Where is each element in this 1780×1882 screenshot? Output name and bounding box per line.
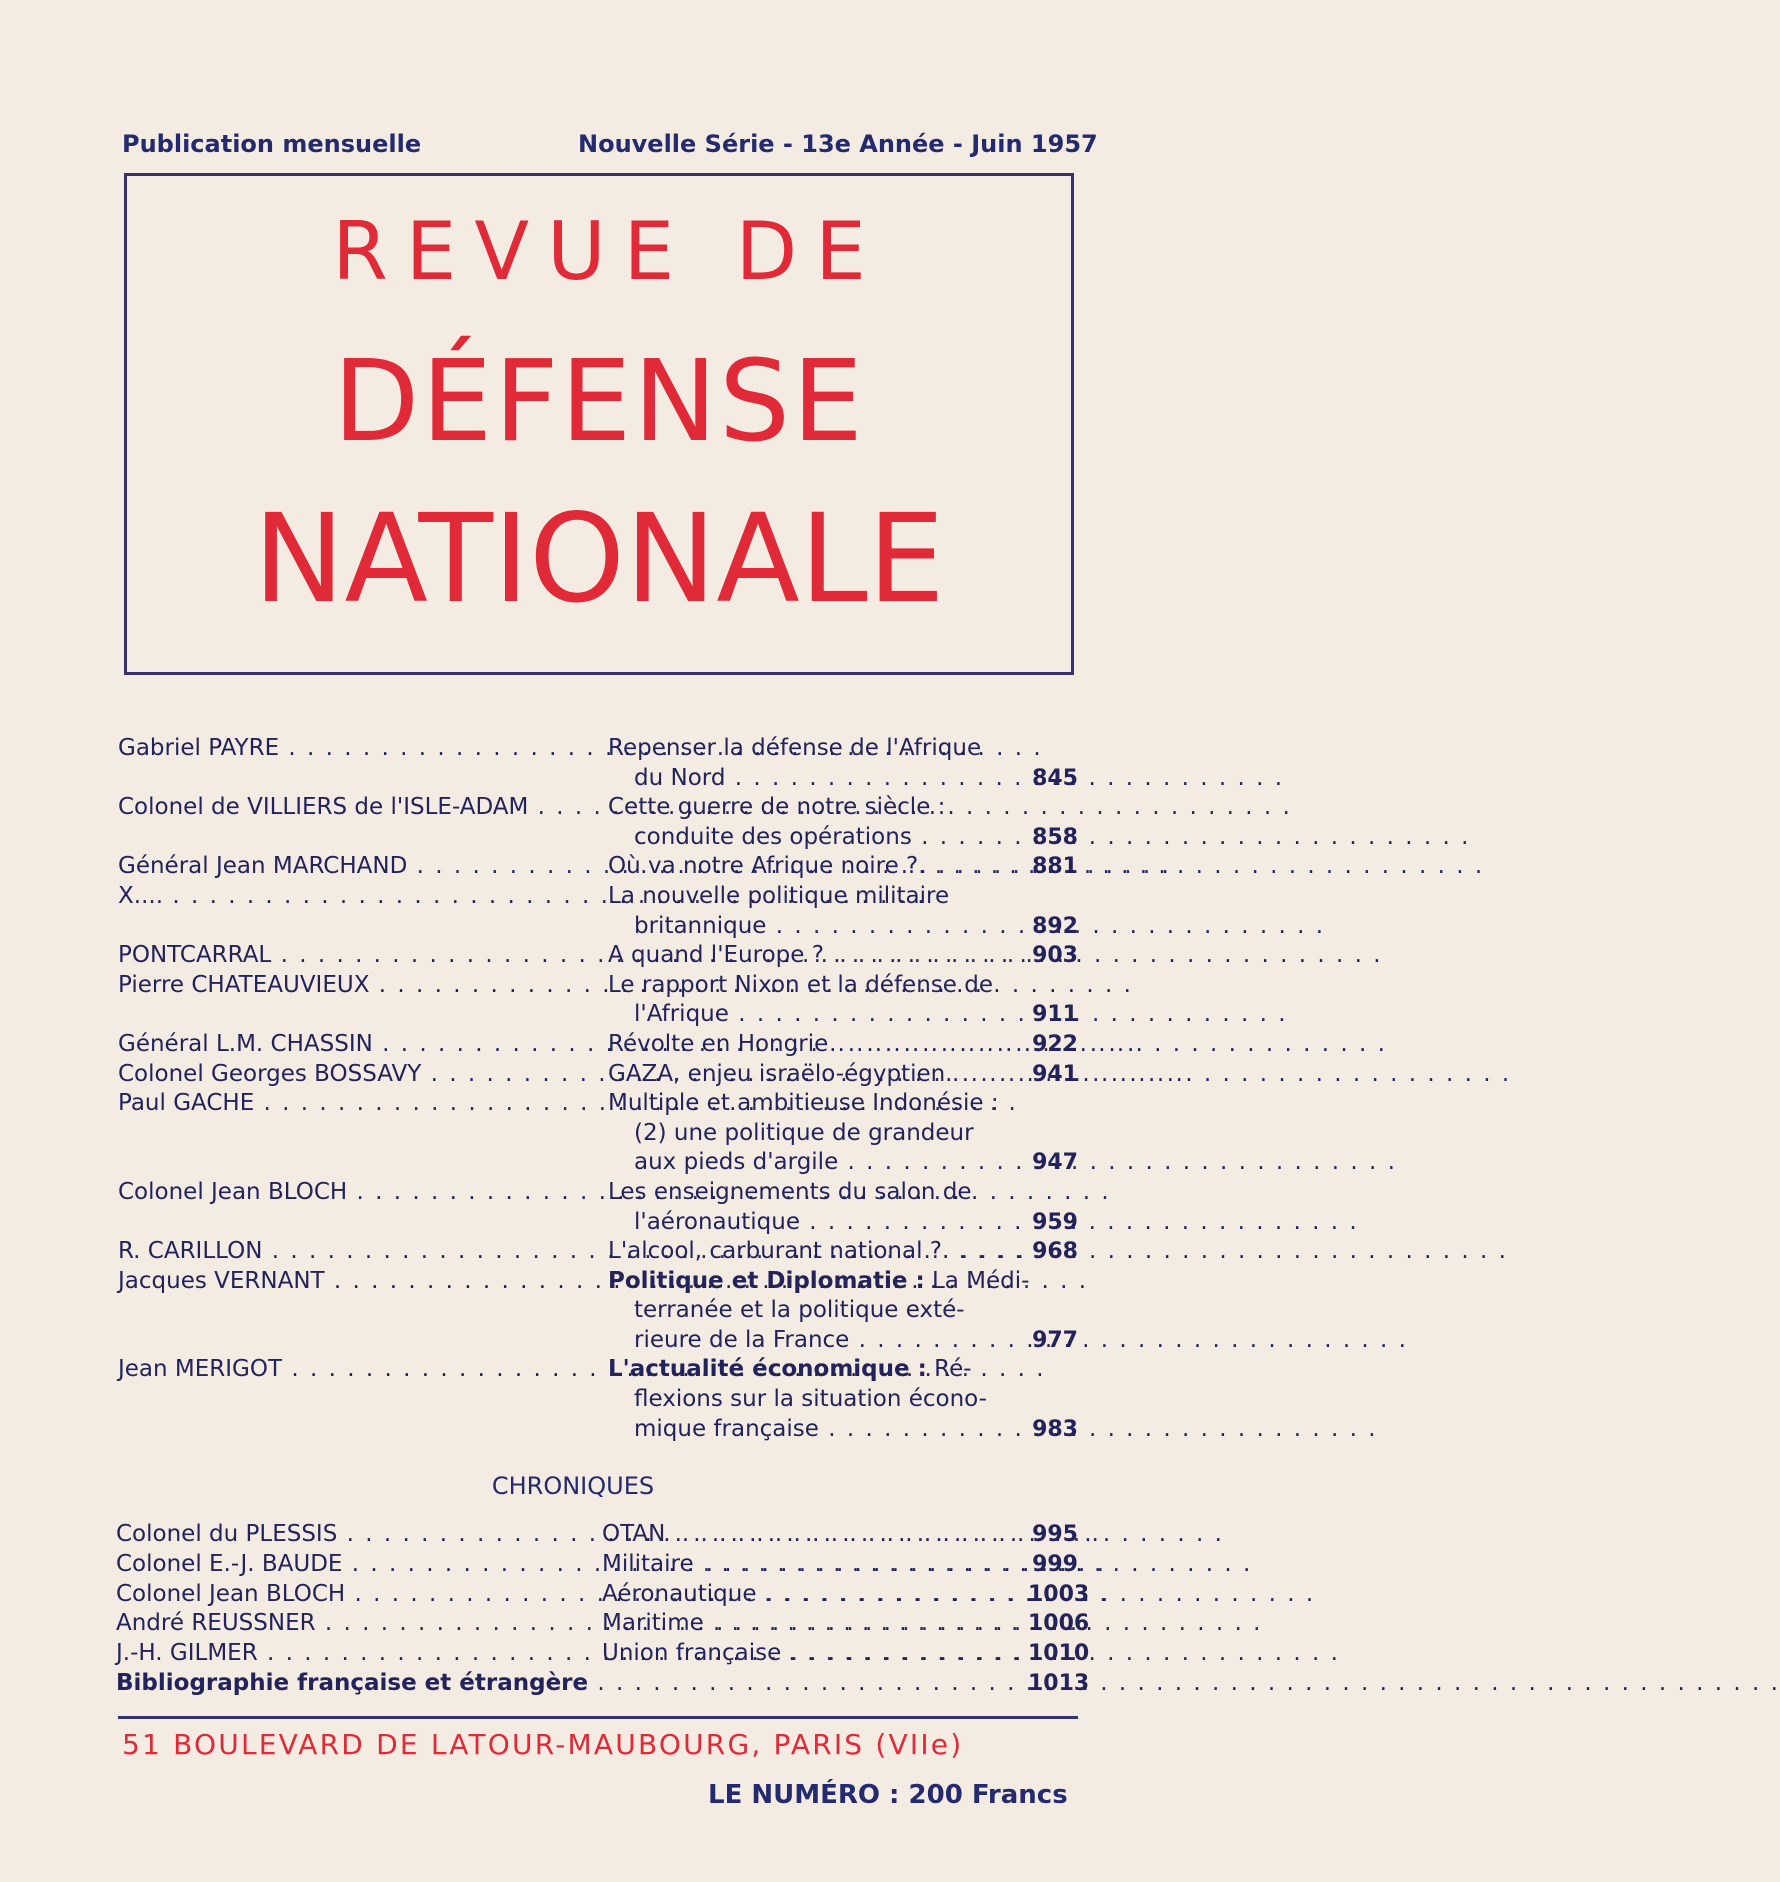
toc-entry [118,1089,1078,1178]
chronique-section: Maritime . . . [602,1609,1016,1639]
toc-title [608,1060,1018,1090]
toc-title-line [608,734,1018,764]
toc-author: Général Jean MARCHAND . . . [118,852,578,882]
toc-title-text: du Nord [634,764,726,791]
toc-title-line [608,852,1018,882]
toc-title-text: Où va notre Afrique noire ?. [608,853,926,880]
toc-title-text: rieure de la France [634,1326,850,1353]
toc-entry [118,1030,1078,1060]
publisher-address: 51 BOULEVARD DE LATOUR-MAUBOURG, PARIS (VIIe) [122,1728,964,1761]
chronique-entry [116,1609,1090,1639]
toc-page-number: 903 [1032,943,1078,969]
toc-title-text: Ré- [926,1356,972,1383]
toc-author: Gabriel PAYRE . . . [118,734,578,764]
toc-entry [118,1178,1078,1237]
toc-entry [118,882,1078,941]
chronique-author: Colonel du PLESSIS . . . [116,1520,596,1550]
toc-title [608,852,1018,882]
toc-title-text: Révolte en Hongrie [608,1030,829,1057]
toc-title-text: Les enseignements du salon de [608,1178,972,1205]
toc-entry [118,1355,1078,1444]
bibliography-page-number: 1013 [1028,1670,1090,1696]
toc-page-number: 983 [1032,1416,1078,1442]
toc-author: Colonel Georges BOSSAVY . . . [118,1060,578,1090]
toc-title-line [608,1385,1018,1415]
toc-title-line [608,1267,1030,1297]
chronique-section: Aéronautique . . . [602,1580,1016,1610]
toc-page-number: 959 [1032,1209,1078,1235]
toc-author: Pierre CHATEAUVIEUX . . . [118,971,578,1001]
bibliography-label: Bibliographie française et étrangère . . . [116,1669,1016,1699]
masthead-frame [124,173,1074,675]
toc-title-text: Cette guerre de notre siècle : [608,794,946,821]
toc-title-line [608,764,1018,794]
toc-title-line [608,1178,1018,1208]
toc-title-text: conduite des opérations [634,823,912,850]
chronique-section: OTAN . . . [602,1520,1016,1550]
toc-author: Jean MERIGOT . . . [118,1355,578,1385]
masthead-line-3: NATIONALE [253,488,945,630]
toc-author: X.... . . . [118,882,578,912]
toc-title-line [608,1119,1018,1149]
toc-title-bold: L'actualité économique : [608,1356,927,1383]
chroniques-heading: CHRONIQUES [491,1472,655,1500]
toc-title [608,734,1018,793]
chronique-page-number: 1006 [1028,1611,1090,1637]
toc-author: Général L.M. CHASSIN . . . [118,1030,578,1060]
toc-page-number: 858 [1032,824,1078,850]
toc-title-text: Repenser la défense de l'Afrique [608,735,982,761]
toc-title-text: aux pieds d'argile [634,1149,839,1176]
toc-author: Paul GACHE . . . [118,1089,578,1119]
toc-page-number: 892 [1032,913,1078,939]
toc-author: Colonel de VILLIERS de l'ISLE-ADAM . . . [118,793,578,823]
toc-title [608,941,1018,971]
toc-title-text: La Médi- [924,1267,1030,1294]
toc-title-text: terranée et la politique exté- [634,1297,965,1324]
toc-title-line [608,1355,1018,1385]
issue-price: LE NUMÉRO : 200 Francs [708,1780,1068,1810]
toc-title [608,1030,1018,1060]
toc-page-number: 911 [1032,1002,1078,1028]
toc-title [608,1355,1018,1444]
chronique-section: Militaire . . . [602,1550,1016,1580]
chronique-page-number: 995 [1032,1522,1078,1547]
toc-title-line [608,1208,1018,1238]
toc-title-line [608,1000,1018,1030]
chronique-author: J.-H. GILMER . . . [116,1639,596,1669]
toc-title-text: Le rapport Nixon et la défense de [608,971,993,998]
chronique-page-number: 999 [1032,1551,1078,1577]
toc-title-line [608,823,1018,853]
chronique-author: Colonel E.-J. BAUDE . . . [116,1550,596,1580]
toc-page-number: 881 [1032,854,1078,880]
chronique-entry [116,1520,1078,1550]
toc-entry [118,971,1078,1030]
toc-title-line [608,882,1018,912]
toc-title [608,1178,1018,1237]
toc-title-line [608,1296,1018,1326]
publication-frequency: Publication mensuelle [122,130,422,158]
chronique-entry [116,1580,1090,1610]
toc-author: R. CARILLON . . . [118,1237,578,1267]
toc-title-text: GAZA, enjeu israëlo-égyptien. [608,1060,953,1087]
toc-title-line [608,1415,1018,1445]
toc-entry [118,1060,1078,1090]
toc-author: Jacques VERNANT . . . [118,1267,578,1297]
toc-author: PONTCARRAL . . . [118,941,578,971]
toc-title-text: La nouvelle politique militaire [608,882,950,909]
toc-title [608,1237,1018,1267]
toc-title-bold: Politique et Diplomatie : [608,1267,925,1294]
masthead-line-1: REVUE DE [332,205,884,298]
chronique-entry [116,1639,1090,1669]
toc-title-line [608,912,1018,942]
toc-title-line [608,1237,1018,1267]
footer-rule [118,1716,1078,1719]
chronique-page-number: 1003 [1028,1581,1090,1607]
toc-title [608,1267,1030,1356]
toc-entry [118,1267,1078,1356]
chronique-section: Union française . . . [602,1639,1016,1669]
toc-title [608,882,1018,941]
toc-entry [118,1237,1078,1267]
chronique-author: André REUSSNER . . . [116,1609,596,1639]
chronique-author: Colonel Jean BLOCH . . . [116,1580,596,1610]
toc-title-text: l'aéronautique [634,1208,800,1235]
toc-title-line [608,1148,1018,1178]
toc-title-text: (2) une politique de grandeur [634,1119,974,1146]
masthead-line-2: DÉFENSE [333,337,865,467]
toc-entry [118,734,1078,793]
toc-page-number: 947 [1032,1150,1078,1176]
chroniques-list [116,1520,1090,1699]
toc-title-line [608,1326,1018,1356]
toc-title [608,971,1018,1030]
chronique-entry [116,1550,1078,1580]
toc-entry [118,793,1078,852]
toc-title-line [608,793,1018,823]
toc-title-text: A quand l'Europe ? [608,942,824,969]
toc-title-line [608,971,1018,1001]
toc-title [608,793,1018,852]
toc-entry [118,852,1078,882]
toc-page-number: 845 [1032,765,1078,791]
toc-title-line [608,1089,1018,1119]
toc-author: Colonel Jean BLOCH . . . [118,1178,578,1208]
toc-page-number: 941 [1032,1061,1078,1087]
bibliography-entry [116,1669,1090,1699]
table-of-contents [118,734,1078,1444]
toc-title-text: britannique [634,912,767,939]
chronique-page-number: 1010 [1028,1641,1090,1667]
toc-title-line [608,1030,1018,1060]
issue-info: Nouvelle Série - 13e Année - Juin 1957 [578,130,1098,158]
toc-page-number: 968 [1032,1239,1078,1265]
toc-title-text: L'alcool, carburant national ?. [608,1238,950,1265]
toc-title-text: l'Afrique [634,1001,729,1028]
toc-page-number: 922 [1032,1031,1078,1057]
toc-title-text: Multiple et ambitieuse Indonésie : [608,1090,999,1117]
toc-title-line [608,941,1018,971]
toc-title-line [608,1060,1018,1090]
toc-title-text: mique française [634,1415,819,1442]
toc-title [608,1089,1018,1178]
toc-entry [118,941,1078,971]
toc-title-text: flexions sur la situation écono- [634,1386,987,1413]
toc-page-number: 977 [1032,1327,1078,1353]
